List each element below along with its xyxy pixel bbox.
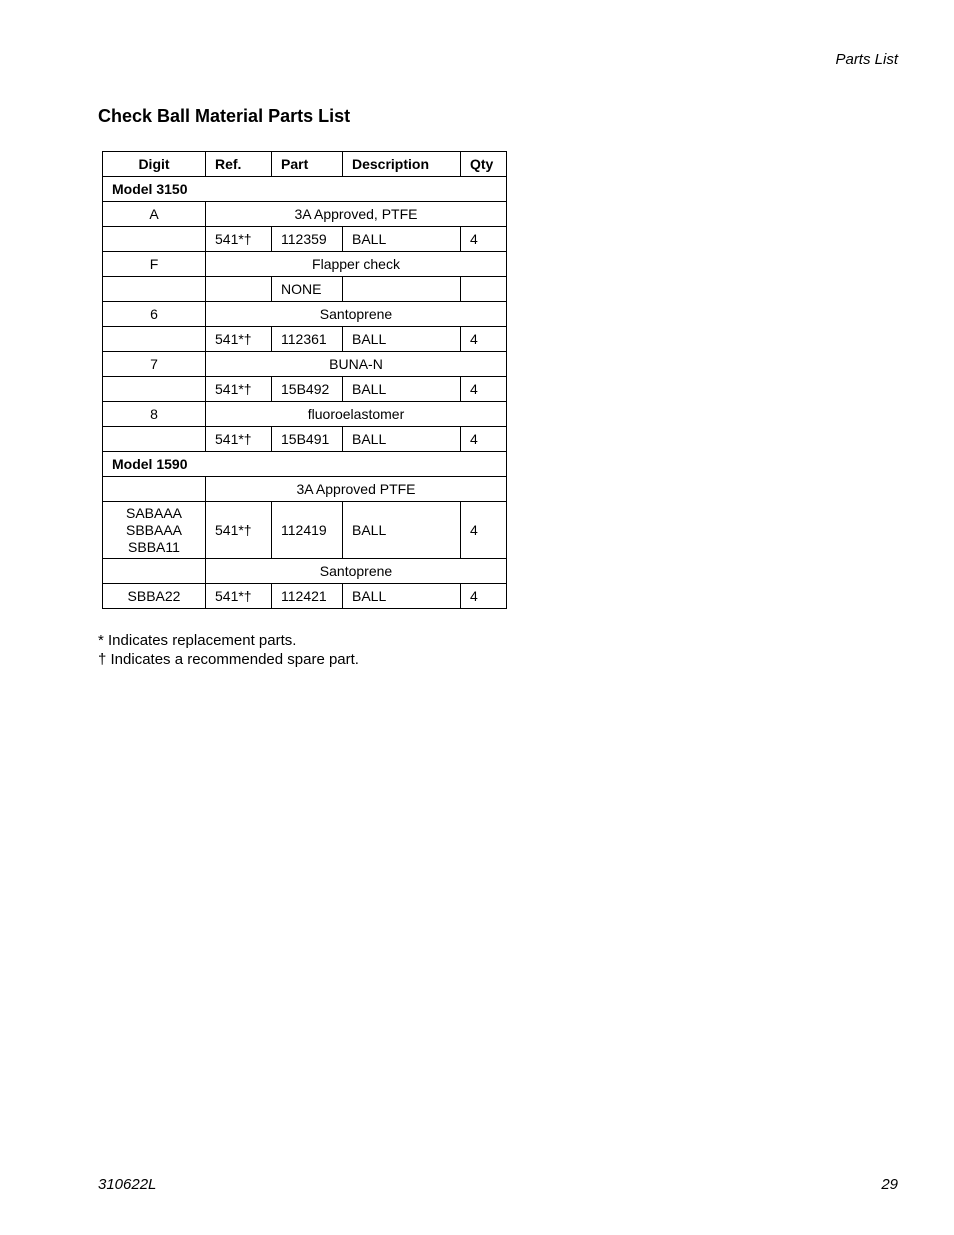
description-cell: BALL	[343, 502, 461, 559]
part-row	[103, 377, 507, 402]
digit-cell: A	[103, 202, 206, 227]
material-cell: Flapper check	[206, 252, 507, 277]
material-row	[103, 559, 507, 584]
part-row	[103, 227, 507, 252]
ref-cell: 541*†	[206, 327, 272, 352]
digit-cell	[103, 427, 206, 452]
footnote-replacement: * Indicates replacement parts.	[98, 632, 297, 649]
document-number: 310622L	[98, 1176, 157, 1193]
part-row	[103, 502, 507, 559]
digit-code: SBBA11	[128, 538, 180, 555]
material-cell: fluoroelastomer	[206, 402, 507, 427]
column-header-digit: Digit	[103, 152, 206, 177]
page-number: 29	[881, 1176, 898, 1193]
part-cell: 112421	[272, 584, 343, 609]
part-row	[103, 277, 507, 302]
digit-cell	[103, 377, 206, 402]
qty-cell: 4	[461, 502, 507, 559]
part-row	[103, 427, 507, 452]
material-cell: Santoprene	[206, 302, 507, 327]
part-cell: 15B492	[272, 377, 343, 402]
digit-cell: 7	[103, 352, 206, 377]
running-header: Parts List	[835, 51, 898, 68]
qty-cell: 4	[461, 377, 507, 402]
part-cell: NONE	[272, 277, 343, 302]
material-row	[103, 352, 507, 377]
description-cell	[343, 277, 461, 302]
digit-code: SBBAAA	[125, 521, 183, 538]
material-row	[103, 202, 507, 227]
digit-cell	[103, 502, 206, 559]
column-header-qty: Qty	[461, 152, 507, 177]
model-row	[103, 452, 507, 477]
ref-cell: 541*†	[206, 427, 272, 452]
material-row	[103, 302, 507, 327]
part-cell: 112359	[272, 227, 343, 252]
ref-cell: 541*†	[206, 227, 272, 252]
digit-cell	[103, 559, 206, 584]
digit-code: SABAAA	[125, 504, 183, 521]
qty-cell: 4	[461, 427, 507, 452]
material-cell: 3A Approved, PTFE	[206, 202, 507, 227]
material-row	[103, 477, 507, 502]
description-cell: BALL	[343, 584, 461, 609]
digit-cell: 8	[103, 402, 206, 427]
qty-cell: 4	[461, 584, 507, 609]
model-label: Model 3150	[103, 177, 507, 202]
description-cell: BALL	[343, 377, 461, 402]
model-label: Model 1590	[103, 452, 507, 477]
digit-cell	[103, 327, 206, 352]
ref-cell: 541*†	[206, 584, 272, 609]
table-header-row	[103, 152, 507, 177]
ref-cell: 541*†	[206, 502, 272, 559]
digit-cell: SBBA22	[103, 584, 206, 609]
digit-cell	[103, 227, 206, 252]
part-cell: 15B491	[272, 427, 343, 452]
material-cell: BUNA-N	[206, 352, 507, 377]
material-cell: 3A Approved PTFE	[206, 477, 507, 502]
material-row	[103, 252, 507, 277]
ref-cell	[206, 277, 272, 302]
part-row	[103, 584, 507, 609]
section-title: Check Ball Material Parts List	[98, 106, 351, 126]
description-cell: BALL	[343, 427, 461, 452]
description-cell: BALL	[343, 227, 461, 252]
digit-cell: F	[103, 252, 206, 277]
model-row	[103, 177, 507, 202]
digit-cell: 6	[103, 302, 206, 327]
footnotes	[98, 631, 359, 669]
material-cell: Santoprene	[206, 559, 507, 584]
column-header-ref: Ref.	[206, 152, 272, 177]
description-cell: BALL	[343, 327, 461, 352]
digit-cell	[103, 477, 206, 502]
ref-cell: 541*†	[206, 377, 272, 402]
qty-cell: 4	[461, 327, 507, 352]
column-header-part: Part	[272, 152, 343, 177]
column-header-description: Description	[343, 152, 461, 177]
part-cell: 112361	[272, 327, 343, 352]
material-row	[103, 402, 507, 427]
digit-cell	[103, 277, 206, 302]
part-cell: 112419	[272, 502, 343, 559]
qty-cell	[461, 277, 507, 302]
footnote-spare: † Indicates a recommended spare part.	[98, 651, 359, 668]
part-row	[103, 327, 507, 352]
parts-table	[102, 151, 507, 609]
qty-cell: 4	[461, 227, 507, 252]
